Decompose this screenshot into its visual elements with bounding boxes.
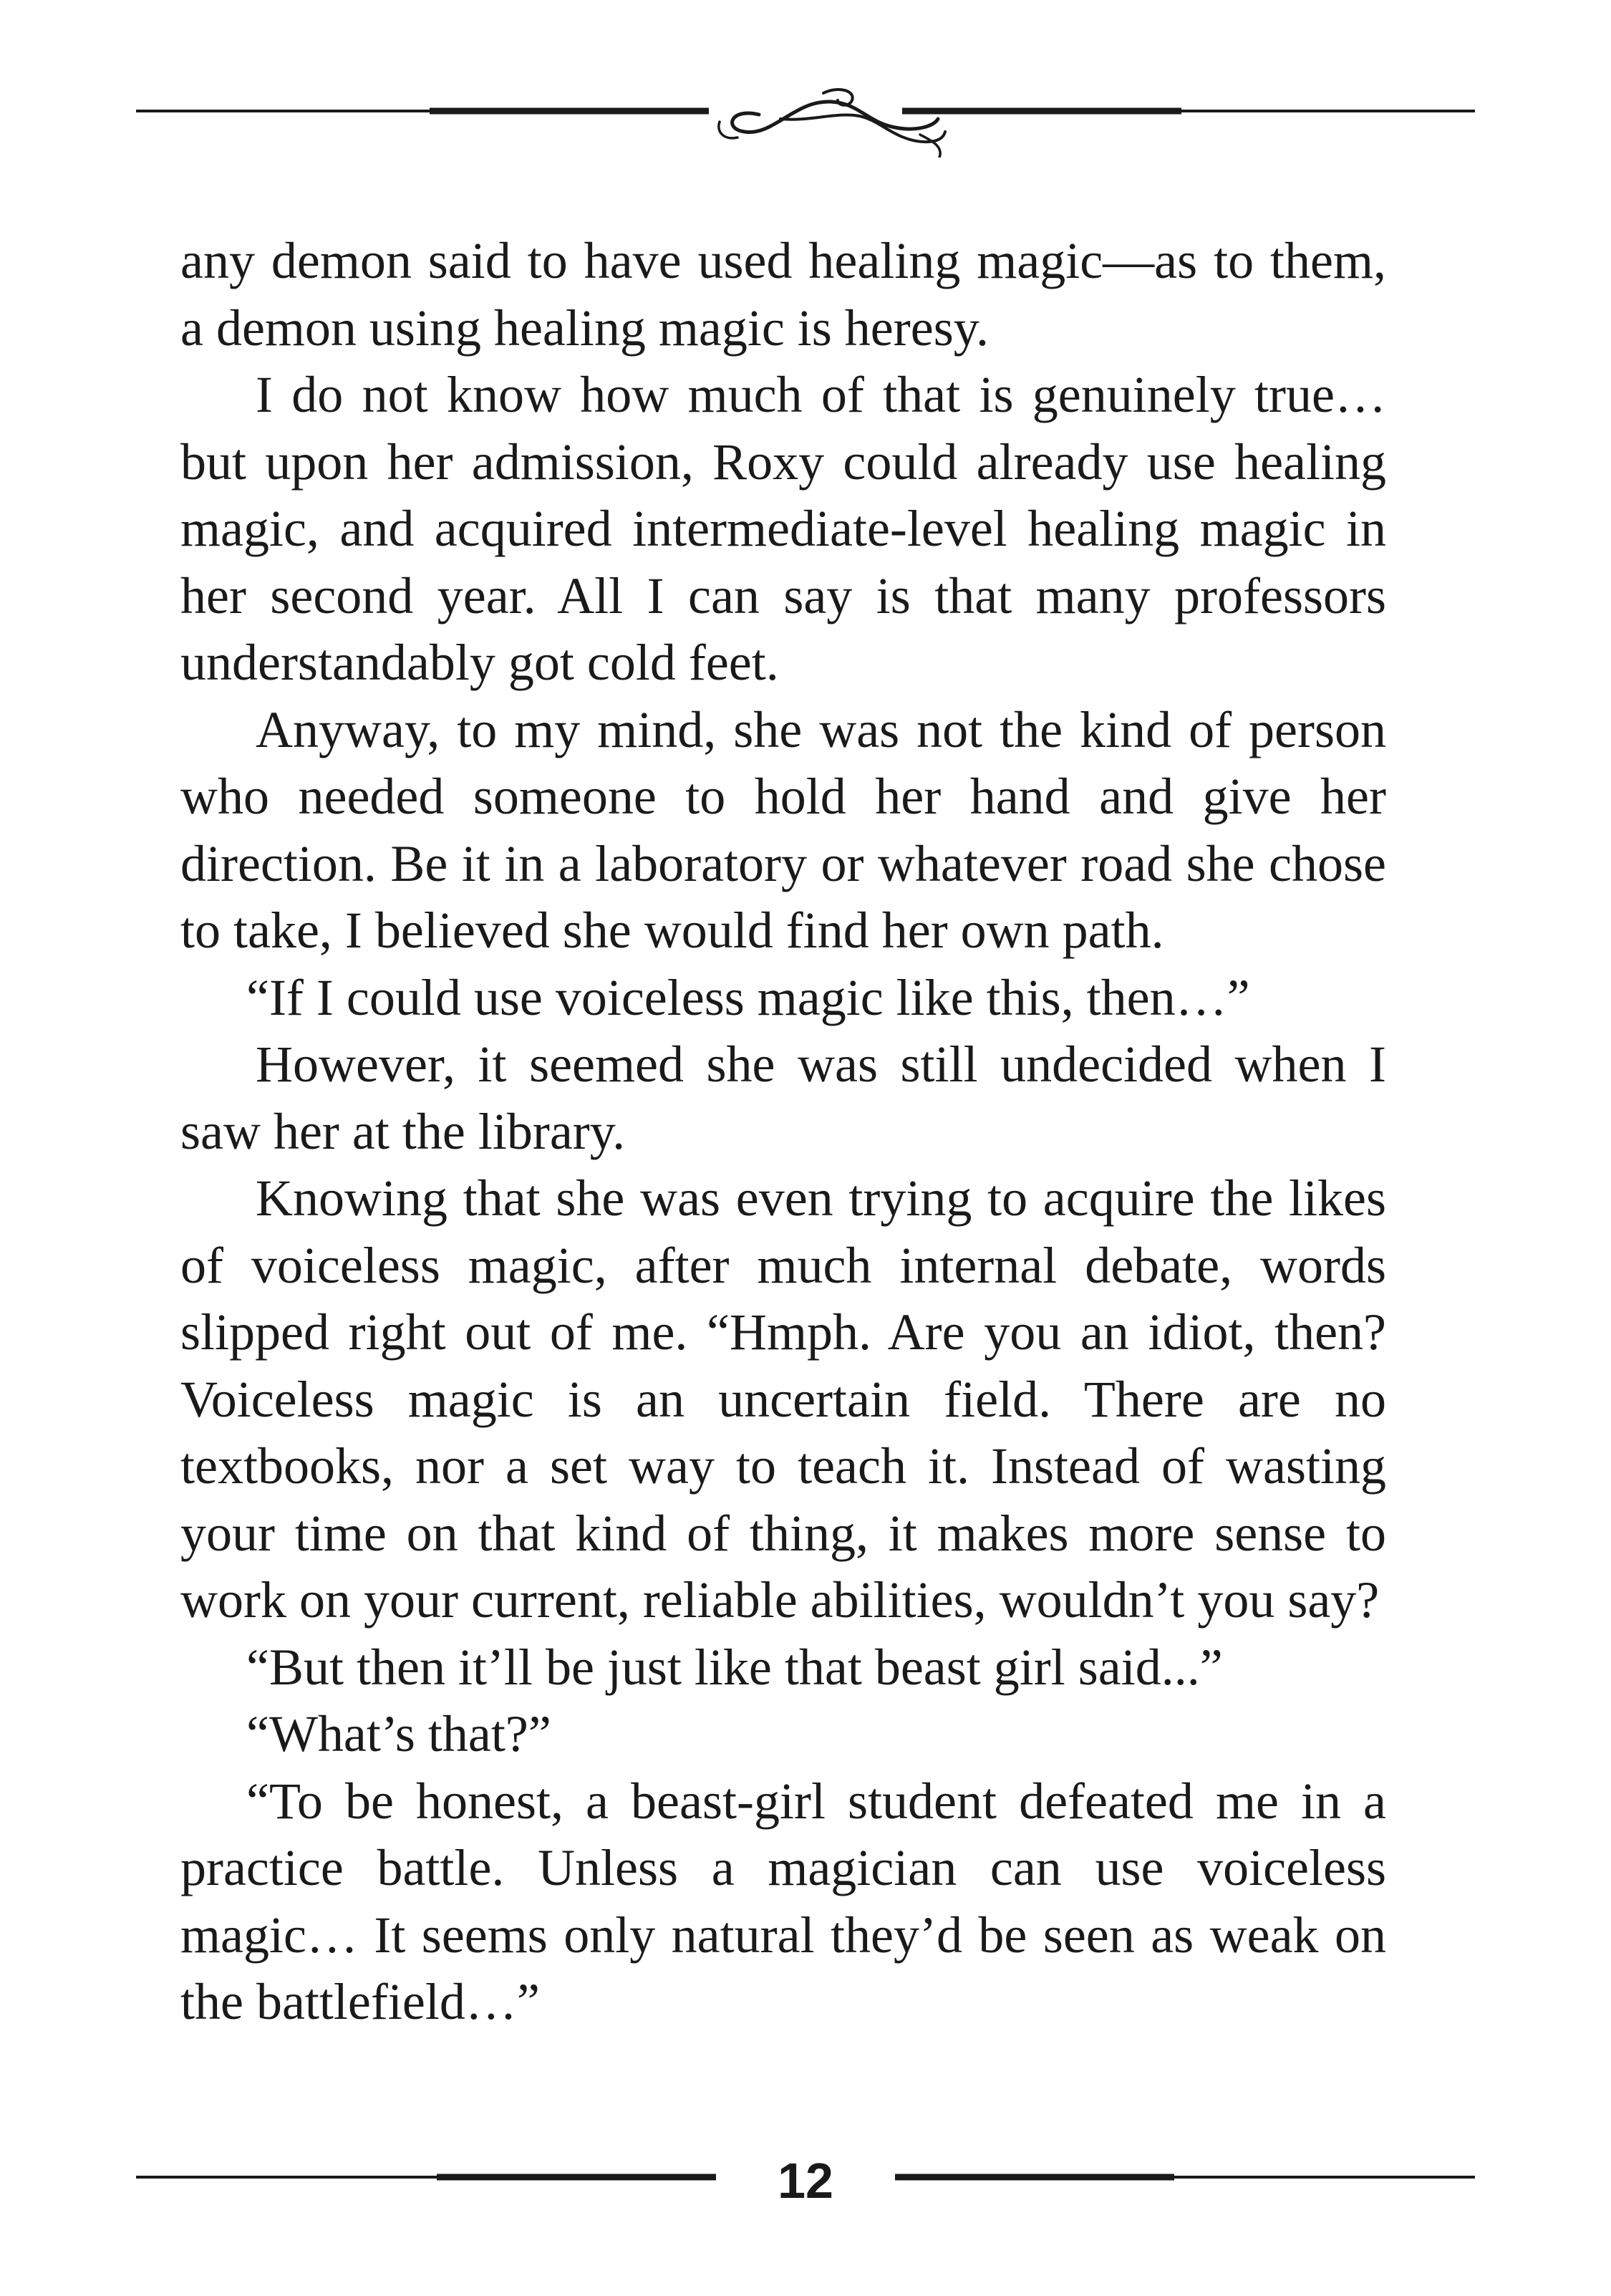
paragraph: Knowing that she was even trying to acquire the likes of voiceless magic, after much internal debate, words slipped right out of me. “Hmph. Are you an idiot, then? Voiceless magic is an uncertain field. There are no textbooks, nor a set way to teach it. Instead of wasting your time on that kind of thing, it makes more sense to work on your current, reliable abilities, wouldn’t you say? bbox=[180, 1169, 1386, 1629]
paragraph: I do not know how much of that is genuinely true… but upon her admission, Roxy could already use healing magic, and acquired intermediate-level healing magic in her second year. All I can say is that many professors understandably got cold feet. bbox=[180, 366, 1386, 691]
dialogue-line: “If I could use voiceless magic like this, then…” bbox=[246, 968, 1250, 1026]
paragraph: However, it seemed she was still undecided when I saw her at the library. bbox=[180, 1036, 1386, 1160]
dialogue-line: “To be honest, a beast-girl student defeated me in a practice battle. Unless a magician can use voiceless magic… It seems only natural they’d be seen as weak on the battlefield…” bbox=[180, 1772, 1386, 2030]
dialogue-line: “But then it’ll be just like that beast girl said...” bbox=[246, 1638, 1223, 1696]
paragraph: Anyway, to my mind, she was not the kind of person who needed someone to hold her hand and give her direction. Be it in a laboratory or whatever road she chose to take, I believed she would find her own path. bbox=[180, 700, 1386, 959]
paragraph: any demon said to have used healing magic—as to them, a demon using healing magic is heresy. bbox=[180, 232, 1386, 357]
header-flourish-ornament-icon bbox=[0, 72, 1611, 158]
body-text bbox=[180, 228, 1386, 2036]
dialogue-line: “What’s that?” bbox=[246, 1705, 551, 1762]
page-number: 12 bbox=[778, 2153, 833, 2209]
